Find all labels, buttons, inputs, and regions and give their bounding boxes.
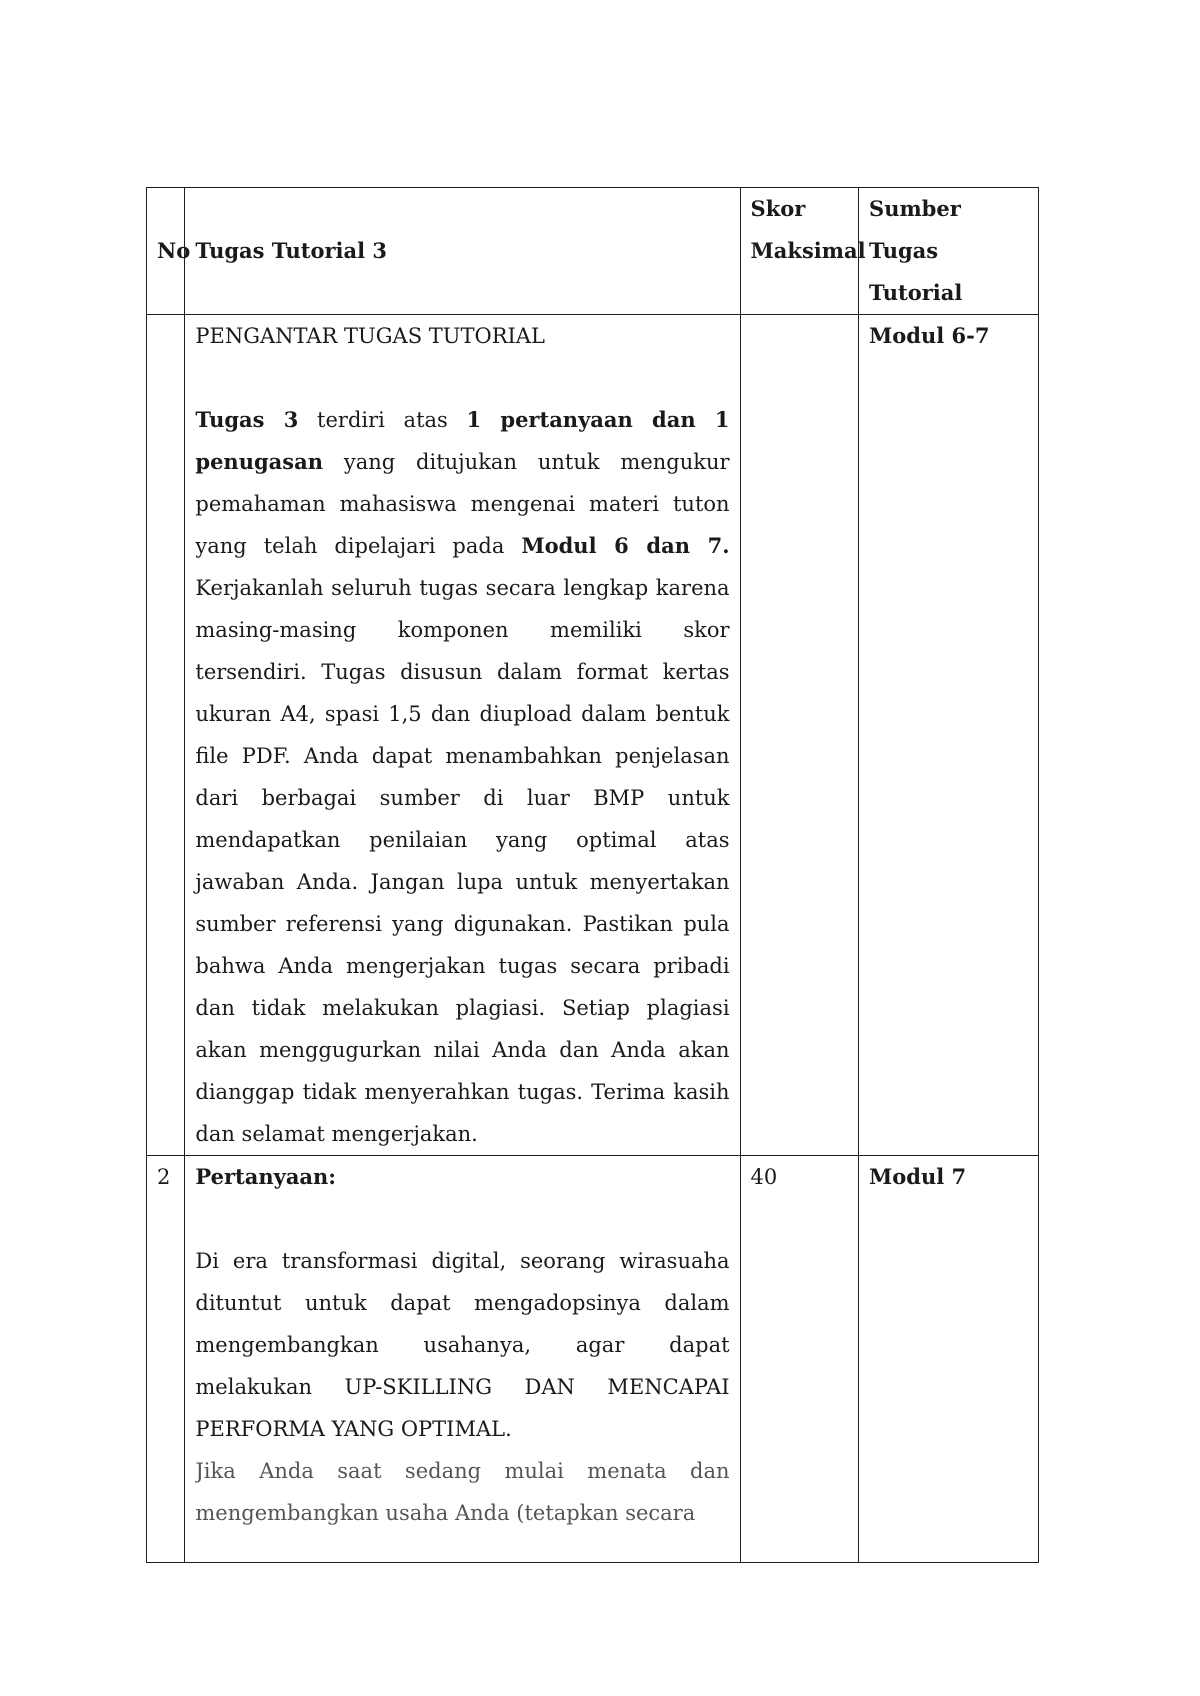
q2-no: 2: [147, 1156, 185, 1563]
header-no: No: [147, 188, 185, 315]
intro-bold-3: Modul 6 dan 7.: [521, 533, 730, 558]
intro-bold-2: 1 pertanyaan dan 1 penugasan: [195, 407, 730, 474]
table-header-row: [147, 188, 1039, 315]
q2-task-clip: [195, 1156, 729, 1562]
intro-text-2: yang ditujukan untuk mengukur pemahaman mahasiswa mengenai materi tuton yang telah dipelajari pada: [195, 450, 730, 558]
task-table: [146, 187, 1039, 1563]
intro-text-3: Kerjakanlah seluruh tugas secara lengkap karena masing-masing komponen memiliki skor tersendiri. Tugas disusun dalam format kertas ukuran A4, spasi 1,5 dan diupload dalam bentuk file PDF. Anda dapat menambahkan penjelasan dari berbagai sumber di luar BMP untuk mendapatkan penilaian yang optimal atas jawaban Anda. Jangan lupa untuk menyertakan sumber referensi yang digunakan. Pastikan pula bahwa Anda mengerjakan tugas secara pribadi dan tidak melakukan plagiasi. Setiap plagiasi akan menggugurkan nilai Anda dan Anda akan dianggap tidak menyerahkan tugas. Terima kasih dan selamat mengerjakan.: [195, 576, 730, 1146]
q2-paragraph-2: Jika Anda saat sedang mulai menata dan mengembangkan usaha Anda (tetapkan secara: [195, 1459, 730, 1525]
header-score: Skor Maksimal: [740, 188, 858, 315]
intro-task-cell: [185, 315, 740, 1156]
intro-text-1: terdiri atas: [298, 408, 467, 432]
intro-title: PENGANTAR TUGAS TUTORIAL: [195, 324, 545, 348]
q2-title: Pertanyaan:: [195, 1164, 337, 1189]
header-source: Sumber Tugas Tutorial: [859, 188, 1039, 315]
header-task: Tugas Tutorial 3: [185, 188, 740, 315]
intro-no: [147, 315, 185, 1156]
intro-source: Modul 6-7: [859, 315, 1039, 1156]
intro-paragraph: [195, 399, 729, 1155]
table-row: [147, 1156, 1039, 1563]
intro-score: [740, 315, 858, 1156]
q2-paragraph-1: Di era transformasi digital, seorang wirasuaha dituntut untuk dapat mengadopsinya dalam mengembangkan usahanya, agar dapat melakukan UP-SKILLING DAN MENCAPAI PERFORMA YANG OPTIMAL.: [195, 1249, 730, 1441]
intro-bold-1: Tugas 3: [195, 407, 299, 432]
q2-source: Modul 7: [859, 1156, 1039, 1563]
table-row: [147, 315, 1039, 1156]
q2-task-cell: [185, 1156, 740, 1563]
q2-score: 40: [740, 1156, 858, 1563]
